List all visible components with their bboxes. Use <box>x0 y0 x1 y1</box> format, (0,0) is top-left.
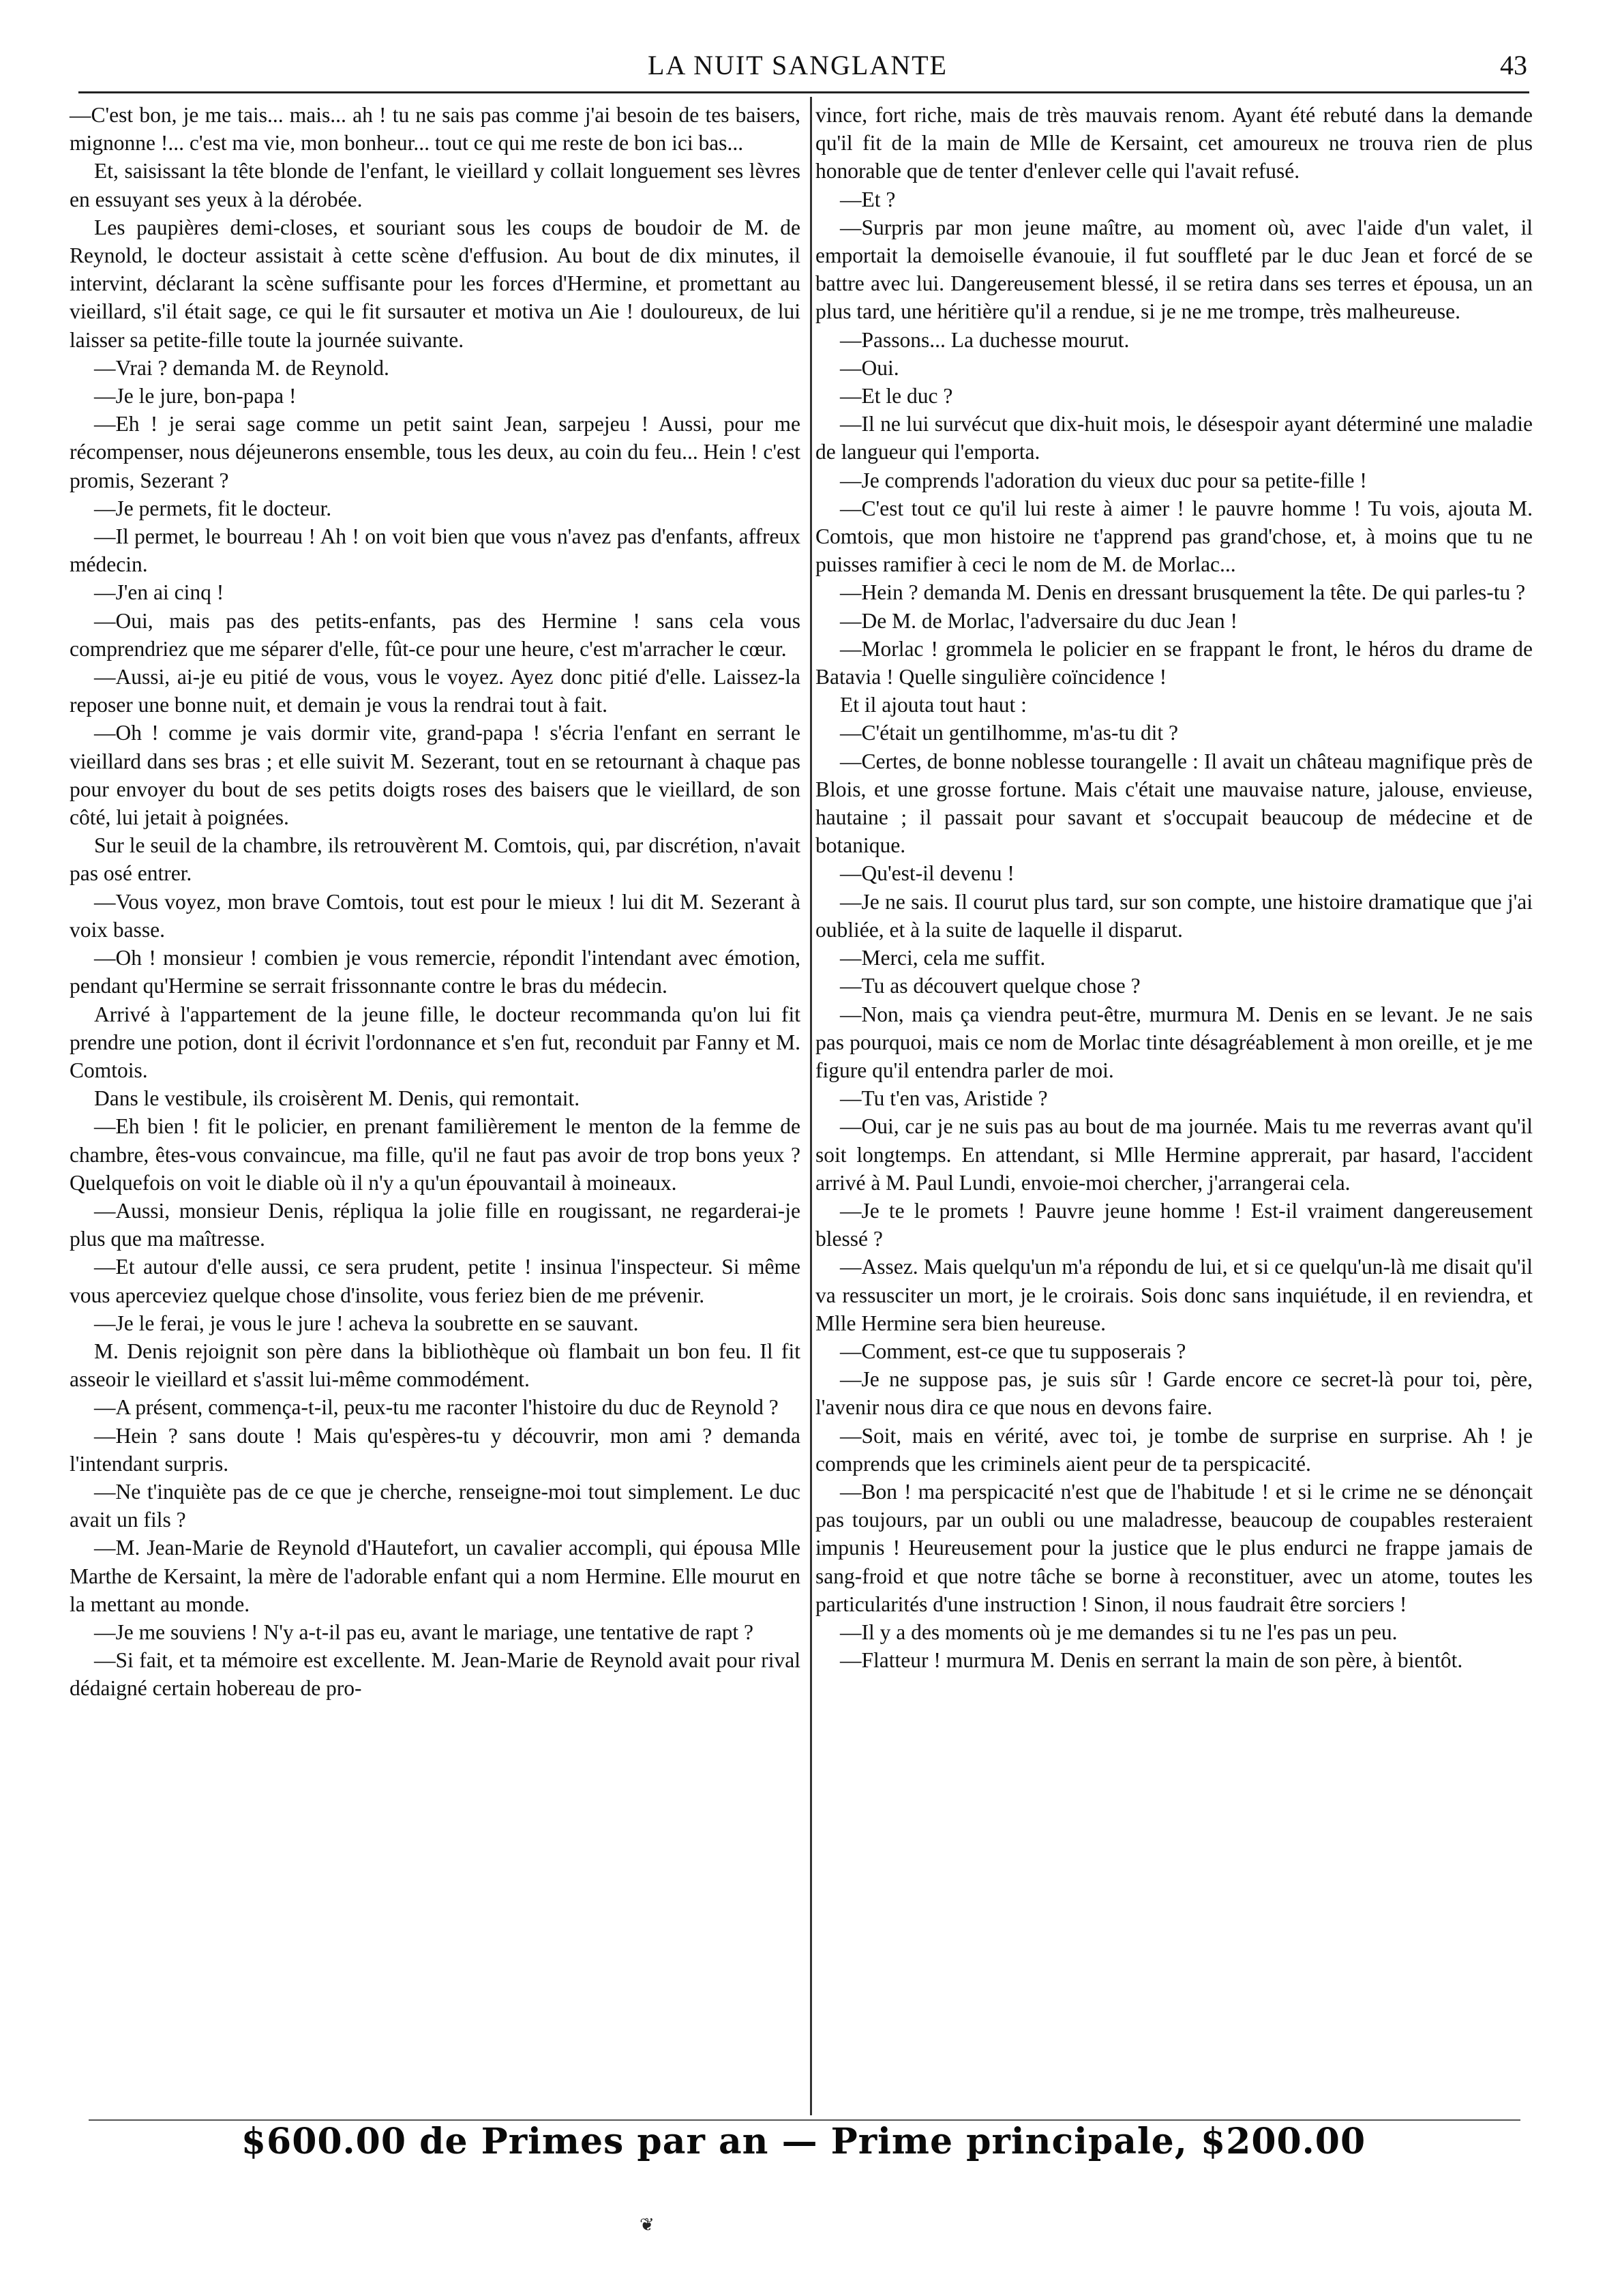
paragraph: Sur le seuil de la chambre, ils retrouvèrent M. Comtois, qui, par discrétion, n'avait pas osé entrer. <box>70 833 800 886</box>
paragraph: —Eh ! je serai sage comme un petit saint Jean, sarpejeu ! Aussi, pour me récompenser, nous déjeunerons ensemble, tous les deux, au coin du feu... Hein ! c'est promis, Sezerant ? <box>70 412 800 492</box>
paragraph: —Passons... La duchesse mourut. <box>840 327 1130 352</box>
paragraph: —Je comprends l'adoration du vieux duc pour sa petite-fille ! <box>840 468 1367 492</box>
paragraph: Et, saisissant la tête blonde de l'enfant, le vieillard y collait longuement ses lèvres en essuyant ses yeux à la dérobée. <box>70 159 800 211</box>
page-number: 43 <box>1500 50 1527 80</box>
paragraph: —Oui, mais pas des petits-enfants, pas des Hermine ! sans cela vous comprendriez que me séparer d'elle, fût-ce pour une heure, c'est m'arracher le cœur. <box>70 608 800 661</box>
running-head <box>68 49 1527 90</box>
paragraph: —Eh bien ! fit le policier, en prenant familièrement le menton de la femme de chambre, êtes-vous convaincue, ma fille, qu'il ne faut pas avoir de trop bons yeux ? Quelquefois on voit le diable où il n'y a qu'un épouvantail à moineaux. <box>70 1114 800 1195</box>
paragraph: —Soit, mais en vérité, avec toi, je tombe de surprise en surprise. Ah ! je comprends que les criminels aient peur de ta perspicacité. <box>815 1423 1533 1476</box>
premium-banner: $600.00 de Primes par an — Prime principale, $200.00 <box>241 2121 1366 2162</box>
paragraph: —Si fait, et ta mémoire est excellente. M. Jean-Marie de Reynold avait pour rival dédaigné certain hobereau de pro- <box>70 1648 800 1701</box>
paragraph: —Et ? <box>840 187 896 211</box>
paragraph: —Il ne lui survécut que dix-huit mois, le désespoir ayant déterminé une maladie de langueur qui l'emporta. <box>815 412 1533 464</box>
paragraph: —J'en ai cinq ! <box>94 580 224 605</box>
paragraph: —Oui, car je ne suis pas au bout de ma journée. Mais tu me reverras avant qu'il soit longtemps. En attendant, si Mlle Hermine apprerait, par hasard, l'accident arrivé à M. Paul Lundi, envoie-moi chercher, j'arrangerai cela. <box>815 1114 1533 1195</box>
paragraph: —Je le ferai, je vous le jure ! acheva la soubrette en se sauvant. <box>94 1311 639 1335</box>
paragraph: —Non, mais ça viendra peut-être, murmura M. Denis en se levant. Je ne sais pas pourquoi, mais ce nom de Morlac tinte désagréablement à mon oreille, et je me figure qu'il entendra parler de moi. <box>815 1002 1533 1082</box>
paragraph: —Comment, est-ce que tu supposerais ? <box>840 1339 1186 1363</box>
paragraph: —De M. de Morlac, l'adversaire du duc Jean ! <box>840 608 1237 633</box>
header-rule <box>78 91 1529 93</box>
running-title: LA NUIT SANGLANTE <box>648 50 948 80</box>
paragraph: —Je permets, fit le docteur. <box>94 496 332 520</box>
paragraph: Les paupières demi-closes, et souriant sous les coups de boudoir de M. de Reynold, le docteur assistait à cette scène d'effusion. Au bout de dix minutes, il intervint, déclarant la scène suffisante pour les forces d'Hermine, et promettant au vieillard, s'il était sage, ce qui le fit sursauter et motiva un Aie ! douloureux, de lui laisser sa petite-fille toute la journée suivante. <box>70 215 800 352</box>
paragraph: —M. Jean-Marie de Reynold d'Hautefort, un cavalier accompli, qui épousa Mlle Marthe de Kersaint, la mère de l'adorable enfant qui a nom Hermine. Elle mourut en la mettant au monde. <box>70 1536 800 1616</box>
paragraph: —Certes, de bonne noblesse tourangelle : Il avait un château magnifique près de Blois, et une grosse fortune. Mais c'était une mauvaise nature, jalouse, envieuse, hautaine ; il passait pour savant et s'occupait beaucoup de médecine et de botanique. <box>815 749 1533 858</box>
paragraph-continued: vince, fort riche, mais de très mauvais renom. Ayant été rebuté dans la demande qu'il fit de la main de Mlle de Kersaint, cet amoureux ne trouva rien de plus honorable que de tenter d'enlever celle qui l'avait refusé. <box>815 103 1533 183</box>
left-column <box>70 101 800 1703</box>
paragraph: —Flatteur ! murmura M. Denis en serrant la main de son père, à bientôt. <box>840 1648 1463 1673</box>
paragraph: —Hein ? demanda M. Denis en dressant brusquement la tête. De qui parles-tu ? <box>840 580 1526 605</box>
paragraph: Dans le vestibule, ils croisèrent M. Denis, qui remontait. <box>94 1086 580 1111</box>
paragraph: —Aussi, monsieur Denis, répliqua la jolie fille en rougissant, ne regarderai-je plus que ma maîtresse. <box>70 1198 800 1251</box>
paragraph: —Il y a des moments où je me demandes si tu ne l'es pas un peu. <box>840 1620 1398 1644</box>
paragraph: —Tu t'en vas, Aristide ? <box>840 1086 1048 1111</box>
paragraph: —Il permet, le bourreau ! Ah ! on voit bien que vous n'avez pas d'enfants, affreux médecin. <box>70 524 800 577</box>
paragraph: —Je le jure, bon-papa ! <box>94 384 297 408</box>
paragraph: —Merci, cela me suffit. <box>840 946 1046 970</box>
paragraph: —Vous voyez, mon brave Comtois, tout est pour le mieux ! lui dit M. Sezerant à voix basse. <box>70 889 800 942</box>
right-column <box>815 101 1533 1674</box>
paragraph: —C'était un gentilhomme, m'as-tu dit ? <box>840 721 1179 745</box>
column-divider <box>810 97 812 2115</box>
paragraph: —Et autour d'elle aussi, ce sera prudent, petite ! insinua l'inspecteur. Si même vous aperceviez quelque chose d'insolite, vous feriez bien de me prévenir. <box>70 1255 800 1307</box>
paragraph: —Assez. Mais quelqu'un m'a répondu de lui, et si ce quelqu'un-là me disait qu'il va ressusciter un mort, je le croirais. Sois donc sans inquiétude, il en reviendra, et Mlle Hermine sera bien heureuse. <box>815 1255 1533 1335</box>
paragraph: Arrivé à l'appartement de la jeune fille, le docteur recommanda qu'on lui fit prendre une potion, dont il écrivit l'ordonnance et s'en fut, reconduit par Fanny et M. Comtois. <box>70 1002 800 1082</box>
ornament-icon: ❦ <box>640 2215 655 2235</box>
paragraph: —Je te le promets ! Pauvre jeune homme ! Est-il vraiment dangereusement blessé ? <box>815 1198 1533 1251</box>
paragraph: —A présent, commença-t-il, peux-tu me raconter l'histoire du duc de Reynold ? <box>94 1395 779 1420</box>
paragraph: —Oh ! comme je vais dormir vite, grand-papa ! s'écria l'enfant en serrant le vieillard dans ses bras ; et elle suivit M. Sezerant, tout en se retournant à chaque pas pour envoyer du bout de ses petits doigts roses des baisers que le vieillard, de son côté, lui jetait à poignées. <box>70 721 800 830</box>
paragraph: —Je ne sais. Il courut plus tard, sur son compte, une histoire dramatique que j'ai oubliée, et à la suite de laquelle il disparut. <box>815 889 1533 942</box>
paragraph: —Hein ? sans doute ! Mais qu'espères-tu y découvrir, mon ami ? demanda l'intendant surpris. <box>70 1423 800 1476</box>
paragraph: —Ne t'inquiète pas de ce que je cherche, renseigne-moi tout simplement. Le duc avait un fils ? <box>70 1479 800 1532</box>
paragraph: —Oui. <box>840 355 899 380</box>
paragraph: —Je me souviens ! N'y a-t-il pas eu, avant le mariage, une tentative de rapt ? <box>94 1620 753 1644</box>
paragraph: —Je ne suppose pas, je suis sûr ! Garde encore ce secret-là pour toi, père, l'avenir nous dira ce que nous en devons faire. <box>815 1367 1533 1420</box>
paragraph: —Et le duc ? <box>840 384 953 408</box>
paragraph: —Aussi, ai-je eu pitié de vous, vous le voyez. Ayez donc pitié d'elle. Laissez-la reposer une bonne nuit, et demain je vous la rendrai tout à fait. <box>70 665 800 717</box>
paragraph: —Tu as découvert quelque chose ? <box>840 974 1141 998</box>
paragraph: —C'est bon, je me tais... mais... ah ! tu ne sais pas comme j'ai besoin de tes baisers, mignonne !... c'est ma vie, mon bonheur... tout ce qui me reste de bon ici bas... <box>70 103 800 155</box>
paragraph: —Surpris par mon jeune maître, au moment où, avec l'aide d'un valet, il emportait la demoiselle évanouie, il fut souffleté par le duc Jean et forcé de se battre avec lui. Dangereusement blessé, il se retira dans ses terres et épousa, un an plus tard, une héritière qu'il a rendue, si je ne me trompe, très malheureuse. <box>815 215 1533 324</box>
paragraph: —C'est tout ce qu'il lui reste à aimer ! le pauvre homme ! Tu vois, ajouta M. Comtois, que mon histoire ne t'apprend pas grand'chose, et, à moins que tu ne puisses ramifier à ceci le nom de M. de Morlac... <box>815 496 1533 577</box>
paragraph: —Morlac ! grommela le policier en se frappant le front, le héros du drame de Batavia ! Quelle singulière coïncidence ! <box>815 636 1533 689</box>
paragraph: M. Denis rejoignit son père dans la bibliothèque où flambait un bon feu. Il fit asseoir le vieillard et s'assit lui-même commodément. <box>70 1339 800 1392</box>
paragraph: —Qu'est-il devenu ! <box>840 861 1015 886</box>
paragraph: —Oh ! monsieur ! combien je vous remercie, répondit l'intendant avec émotion, pendant qu'Hermine se serrait frissonnante contre le bras du médecin. <box>70 946 800 998</box>
paragraph: Et il ajouta tout haut : <box>840 693 1027 717</box>
paragraph: —Vrai ? demanda M. de Reynold. <box>94 355 389 380</box>
paragraph: —Bon ! ma perspicacité n'est que de l'habitude ! et si le crime ne se dénonçait pas toujours, par un oubli ou une maladresse, beaucoup de coupables resteraient impunis ! Heureusement pour la justice que le plus endurci ne frappe jamais de sang-froid et que notre tâche se borne à reconstituer, avec un atome, toutes les particularités d'une instruction ! Sinon, il nous faudrait être sorciers ! <box>815 1479 1533 1616</box>
